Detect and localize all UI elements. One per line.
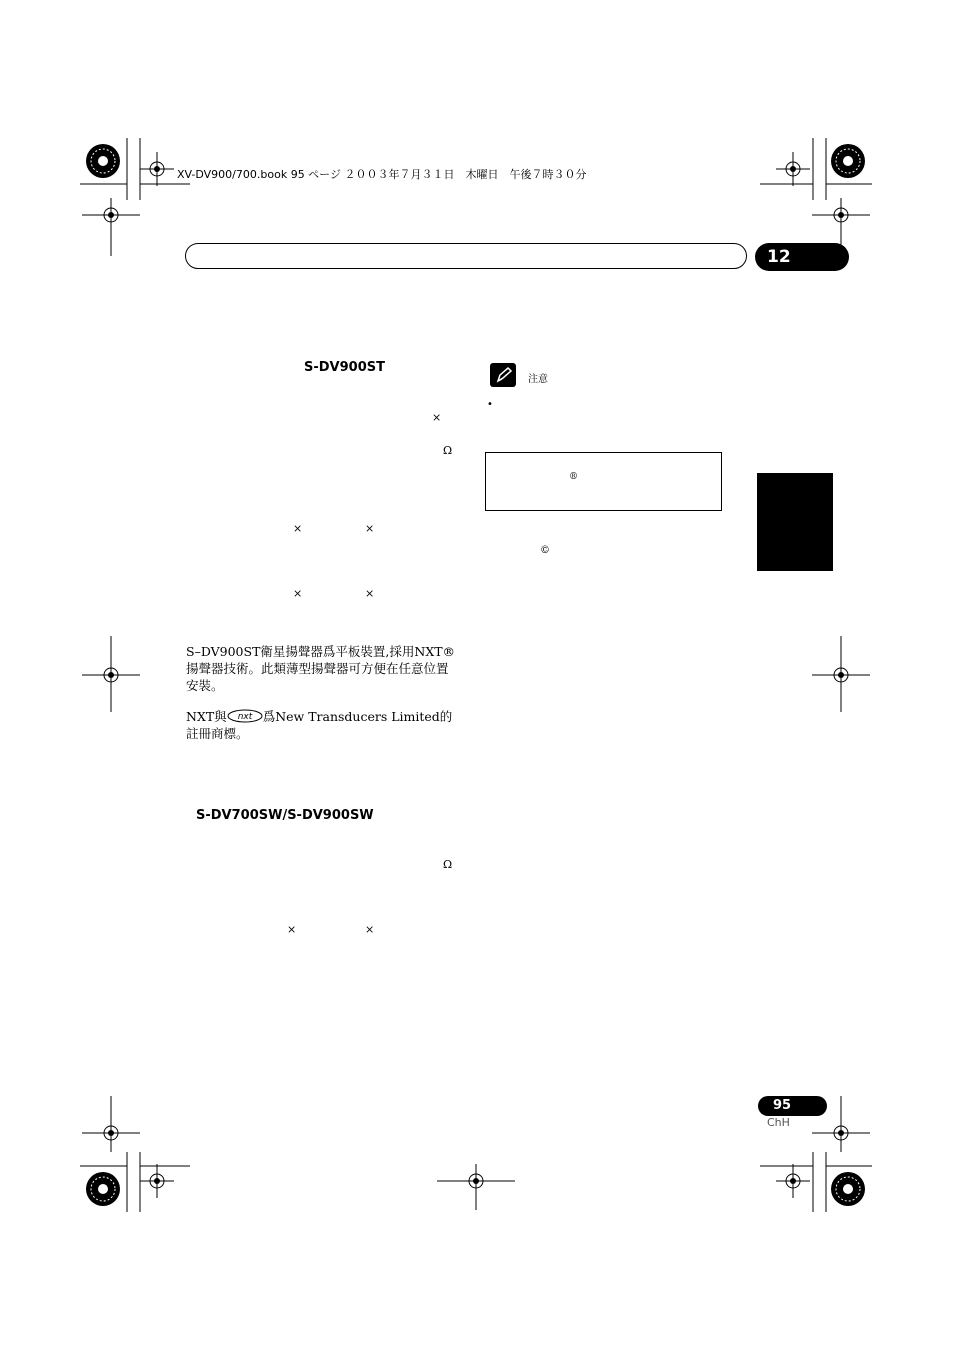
language-side-tab [757, 473, 833, 571]
page-number-badge: 95 [758, 1096, 827, 1116]
pencil-note-icon [490, 363, 516, 387]
svg-text:nxt: nxt [237, 712, 252, 722]
chapter-title-bar [185, 243, 747, 269]
trademark-text-end: 爲New Transducers Limited的註冊商標。 [186, 709, 453, 741]
language-code: ChH [767, 1116, 790, 1129]
file-info-header: XV-DV900/700.book 95 ページ ２００３年７月３１日 木曜日 午後７時３０分 [177, 168, 587, 181]
times-symbol: × [432, 411, 442, 424]
nxt-description-paragraph: S–DV900ST衛星揚聲器爲平板裝置,採用NXT®揚聲器技術。此類薄型揚聲器可方便在任意位置安裝。 [186, 644, 456, 693]
times-symbol: × [365, 522, 375, 535]
ohm-symbol: Ω [443, 858, 453, 871]
times-symbol: × [293, 522, 303, 535]
note-box [485, 452, 722, 511]
times-symbol: × [365, 923, 375, 936]
trademark-text-start: NXT與 [186, 709, 227, 724]
copyright-mark: © [540, 545, 550, 556]
section-heading-s-dv700sw: S-DV700SW/S-DV900SW [196, 808, 374, 823]
times-symbol: × [287, 923, 297, 936]
section-heading-s-dv900st: S-DV900ST [304, 360, 385, 375]
ohm-symbol: Ω [443, 444, 453, 457]
times-symbol: × [293, 587, 303, 600]
registered-mark: ® [569, 472, 578, 482]
chapter-number-badge: 12 [755, 243, 849, 271]
note-bullet: • [487, 399, 493, 410]
note-label: 注意 [528, 374, 548, 385]
nxt-logo-icon [227, 709, 263, 723]
times-symbol: × [365, 587, 375, 600]
trademark-paragraph [186, 708, 456, 742]
